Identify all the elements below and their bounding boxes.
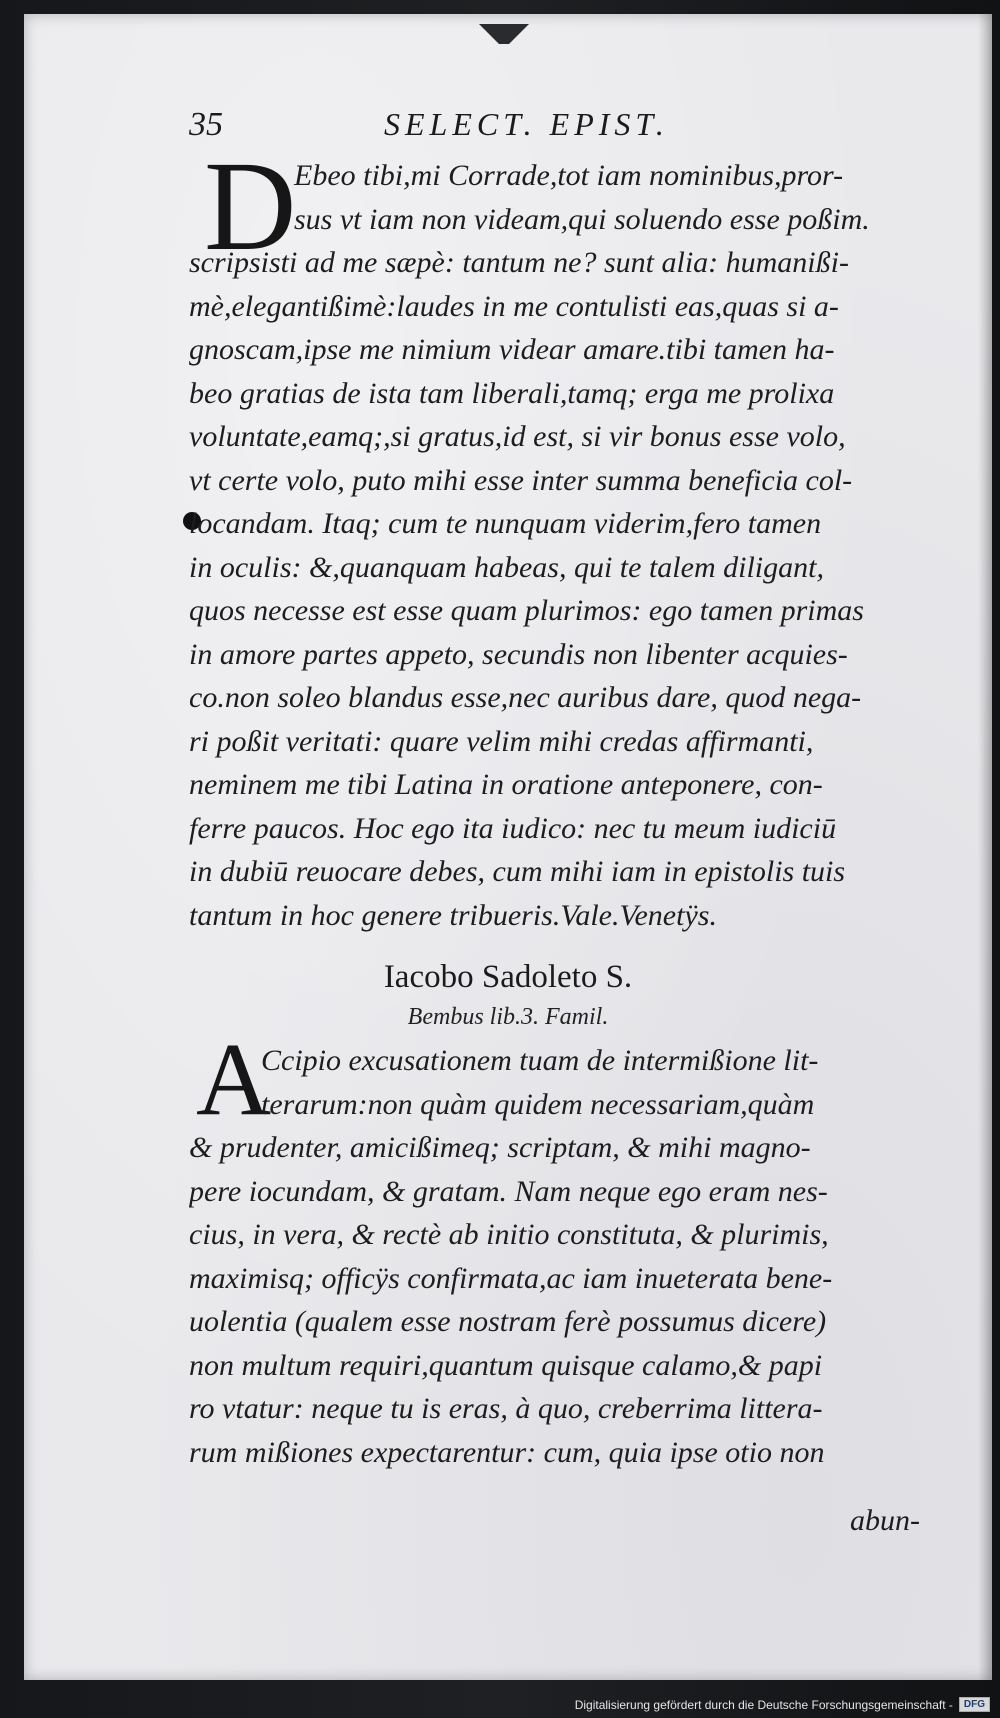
text-line: gnoscam,ipse me nimium videar amare.tibi tamen ha- xyxy=(189,333,835,366)
letter-1-body xyxy=(189,154,924,937)
letter-2-addressee: Iacobo Sadoleto S. xyxy=(383,959,633,995)
text-line: cius, in vera, & rectè ab initio constituta, & plurimis, xyxy=(189,1218,829,1251)
credit-text: Digitalisierung gefördert durch die Deutsche Forschungsgemeinschaft - xyxy=(574,1697,953,1712)
text-line: voluntate,eamq;,si gratus,id est, si vir bonus esse volo, xyxy=(189,420,846,453)
drop-cap-initial: D xyxy=(204,135,297,277)
text-line: in dubiū reuocare debes, cum mihi iam in epistolis tuis xyxy=(189,855,846,888)
book-page xyxy=(24,14,992,1680)
text-line: in amore partes appeto, secundis non libenter acquies- xyxy=(189,637,848,671)
dfg-logo: DFG xyxy=(959,1697,990,1712)
text-line: pere iocundam, & gratam. Nam neque ego eram nes- xyxy=(189,1174,828,1208)
letter-2-body xyxy=(189,1039,924,1474)
running-head: SELECT. EPIST. xyxy=(384,106,669,142)
text-line: uolentia (qualem esse nostram ferè possumus dicere) xyxy=(189,1305,827,1338)
text-line: beo gratias de ista tam liberali,tamq; erga me prolixa xyxy=(189,376,835,410)
text-line: Ccipio excusationem tuam de intermißione lit- xyxy=(261,1044,819,1077)
letter-2-source-note: Bembus lib.3. Famil. xyxy=(407,1004,609,1030)
text-line: neminem me tibi Latina in oratione anteponere, con- xyxy=(189,768,823,801)
text-line: ri poßit veritati: quare velim mihi credas affirmanti, xyxy=(189,724,814,758)
page-edge-shadow xyxy=(978,14,992,1680)
text-line: non multum requiri,quantum quisque calamo,& papi xyxy=(189,1348,823,1382)
text-line: Ebeo tibi,mi Corrade,tot iam nominibus,pror- xyxy=(294,159,844,192)
digitization-credit xyxy=(575,1697,990,1712)
text-line: mè,elegantißimè:laudes in me contulisti eas,quas si a- xyxy=(189,289,839,323)
text-line: ferre paucos. Hoc ego ita iudico: nec tu meum iudiciū xyxy=(189,811,837,845)
text-line: locandam. Itaq; cum te nunquam viderim,fero tamen xyxy=(189,507,822,540)
text-line: maximisq; officÿs confirmata,ac iam inueterata bene- xyxy=(189,1261,833,1295)
text-line: quos necesse est esse quam plurimos: ego tamen primas xyxy=(189,594,864,627)
text-line: & prudenter, amicißimeq; scriptam, & mihi magno- xyxy=(189,1131,811,1164)
catchword: abun- xyxy=(850,1504,920,1537)
text-line: terarum:non quàm quidem necessariam,quàm xyxy=(261,1087,815,1121)
text-line: ro vtatur: neque tu is eras, à quo, creberrima littera- xyxy=(189,1392,823,1425)
text-line: co.non soleo blandus esse,nec auribus dare, quod nega- xyxy=(189,681,862,714)
text-line: tantum in hoc genere tribueris.Vale.Venetÿs. xyxy=(189,898,717,932)
text-line: scripsisti ad me sæpè: tantum ne? sunt alia: humanißi- xyxy=(189,246,849,279)
text-line: in oculis: &,quanquam habeas, qui te talem diligant, xyxy=(189,550,824,584)
page-number: 35 xyxy=(189,106,223,143)
page-tear-mark xyxy=(479,24,529,44)
drop-cap-initial: A xyxy=(196,1022,272,1137)
text-line: rum mißiones expectarentur: cum, quia ipse otio non xyxy=(189,1435,825,1469)
text-line: vt certe volo, puto mihi esse inter summa beneficia col- xyxy=(189,463,853,497)
text-line: sus vt iam non videam,qui soluendo esse poßim. xyxy=(294,202,870,236)
